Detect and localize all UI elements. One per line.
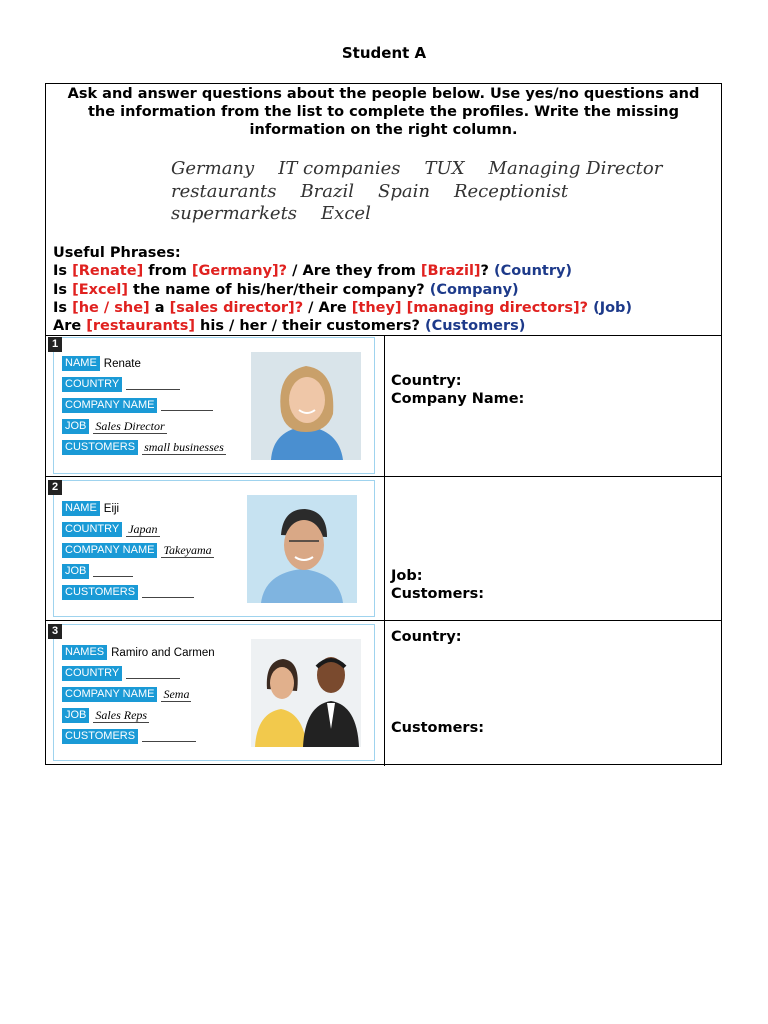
- instructions-cell: [46, 84, 721, 336]
- renate-photo: [251, 352, 361, 460]
- answer-label: Country:: [391, 629, 462, 645]
- word-bank-item: Germany: [171, 158, 255, 179]
- name-field: NAME Renate: [62, 356, 141, 371]
- profile-row-1: [46, 336, 721, 477]
- job-field: JOB: [62, 564, 133, 579]
- company-name-field: COMPANY NAME Takeyama: [62, 543, 214, 558]
- word-bank-item: Excel: [321, 203, 371, 224]
- profile-row-2: [46, 477, 721, 621]
- word-bank-item: Spain: [378, 180, 430, 202]
- answer-label: Job:: [391, 568, 423, 584]
- word-bank-line: [171, 181, 686, 204]
- job-field: JOB Sales Director: [62, 419, 167, 434]
- word-bank-item: restaurants: [171, 180, 277, 202]
- profile-row-3: [46, 621, 721, 764]
- word-bank-item: Brazil: [300, 180, 355, 202]
- page-title: Student A: [341, 44, 427, 62]
- company-name-field: COMPANY NAME: [62, 398, 213, 413]
- answer-label: Company Name:: [391, 391, 525, 407]
- phrases-heading: Useful Phrases:: [53, 245, 181, 261]
- answer-label: Country:: [391, 373, 462, 389]
- word-bank-item: Receptionist: [453, 180, 569, 202]
- answer-label: Customers:: [391, 586, 485, 602]
- country-field: COUNTRY: [62, 666, 180, 681]
- country-field: COUNTRY: [62, 377, 180, 392]
- profile-number: 3: [48, 624, 62, 639]
- eiji-photo: [247, 495, 357, 603]
- useful-phrases: [53, 244, 632, 335]
- ramiro-and-carmen-photo: [251, 639, 361, 747]
- answer-area: [391, 567, 484, 603]
- worksheet-table: [45, 83, 722, 765]
- profile-number: 1: [48, 337, 62, 352]
- customers-field: CUSTOMERS: [62, 585, 194, 600]
- phrase-line: Is [Excel] the name of his/her/their company? (Company): [53, 281, 519, 298]
- profile-number: 2: [48, 480, 62, 495]
- names-field: NAMES Ramiro and Carmen: [62, 645, 215, 660]
- country-field: COUNTRY Japan: [62, 522, 160, 537]
- answer-label: Customers:: [391, 720, 485, 736]
- answer-area: [391, 372, 524, 408]
- phrase-line: Are [restaurants] his / her / their customers? (Customers): [53, 318, 526, 335]
- profile-card: [53, 624, 375, 761]
- word-bank-item: supermarkets: [171, 203, 298, 224]
- word-bank-item: IT companies: [278, 158, 401, 179]
- name-field: NAME Eiji: [62, 501, 119, 516]
- profile-card: [53, 337, 375, 474]
- phrase-line: Is [Renate] from [Germany]? / Are they from [Brazil]? (Country): [53, 263, 573, 280]
- word-bank-item: Managing Director: [488, 158, 663, 179]
- instructions-text: Ask and answer questions about the people below. Use yes/no questions and the information from the list to complete the profiles. Write the missing information on the right column.: [67, 86, 700, 138]
- word-bank: [171, 158, 686, 226]
- job-field: JOB Sales Reps: [62, 708, 149, 723]
- company-name-field: COMPANY NAME Sema: [62, 687, 191, 702]
- word-bank-line: [171, 203, 686, 226]
- profile-card: [53, 480, 375, 617]
- customers-field: CUSTOMERS small businesses: [62, 440, 226, 455]
- word-bank-item: TUX: [424, 158, 465, 179]
- word-bank-line: [171, 158, 686, 181]
- customers-field: CUSTOMERS: [62, 729, 196, 744]
- phrase-line: Is [he / she] a [sales director]? / Are [they] [managing directors]? (Job): [53, 299, 633, 316]
